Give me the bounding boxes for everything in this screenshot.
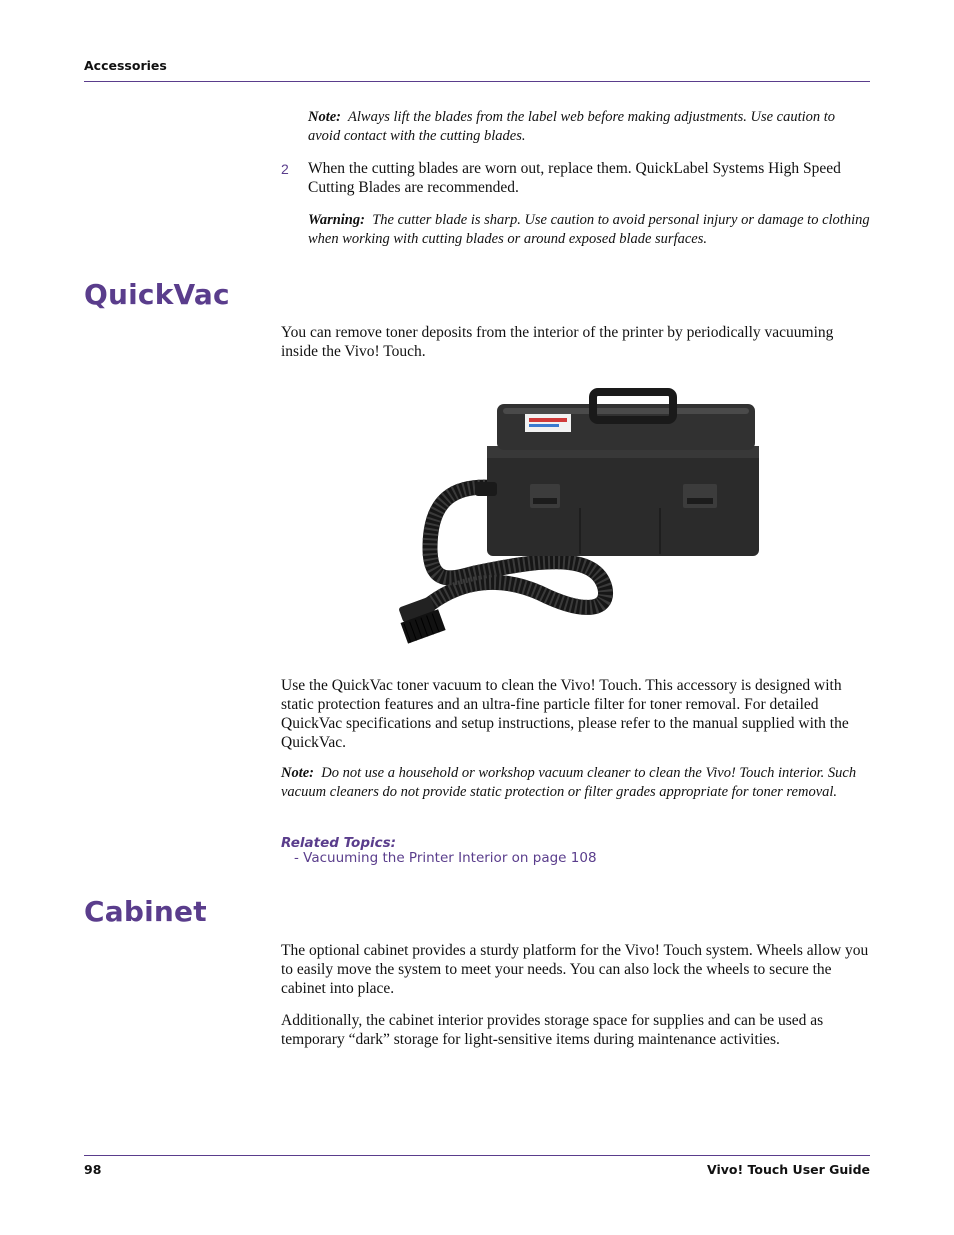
page-number: 98 (84, 1162, 102, 1177)
note-text: Always lift the blades from the label web before making adjustments. Use caution to avoid contact with the cutting blades. (308, 109, 836, 144)
warning-text: The cutter blade is sharp. Use caution to avoid personal injury or damage to clothing when working with cutting blades or around exposed blade surfaces. (308, 212, 870, 247)
note-blade-caution (308, 108, 870, 146)
note-label: Note: (308, 109, 342, 125)
running-header: Accessories (84, 58, 167, 73)
note-household-vacuum (281, 764, 869, 802)
guide-title: Vivo! Touch User Guide (707, 1162, 870, 1177)
section-heading-cabinet: Cabinet (84, 895, 207, 928)
step-number: 2 (281, 161, 289, 177)
footer-rule (84, 1155, 870, 1156)
note-text: Do not use a household or workshop vacuum cleaner to clean the Vivo! Touch interior. Such vacuum cleaners do not provide static protection or filter grades appropriate for toner removal. (281, 765, 857, 800)
warning-label: Warning: (308, 212, 365, 228)
cabinet-para-1: The optional cabinet provides a sturdy platform for the Vivo! Touch system. Wheels allow you to easily move the system to meet your needs. You can also lock the wheels to secure the cabinet into place. (281, 942, 869, 997)
section-heading-quickvac: QuickVac (84, 278, 230, 311)
note-label: Note: (281, 765, 315, 781)
cabinet-para-2: Additionally, the cabinet interior provides storage space for supplies and can be used as temporary “dark” storage for light-sensitive items during maintenance activities. (281, 1012, 824, 1048)
related-link-vacuuming[interactable]: - Vacuuming the Printer Interior on page 108 (294, 850, 597, 866)
quickvac-intro: You can remove toner deposits from the interior of the printer by periodically vacuuming inside the Vivo! Touch. (281, 324, 834, 360)
header-rule (84, 81, 870, 82)
quickvac-description: Use the QuickVac toner vacuum to clean the Vivo! Touch. This accessory is designed with static protection features and an ultra-fine particle filter for toner removal. For detailed QuickVac specifications and setup instructions, please refer to the manual supplied with the QuickVac. (281, 677, 849, 751)
related-topics-title: Related Topics: (281, 835, 397, 851)
step-text: When the cutting blades are worn out, replace them. QuickLabel Systems High Speed Cutting Blades are recommended. (308, 160, 841, 196)
toner-vacuum-photo (365, 388, 765, 658)
warning-blade (308, 211, 870, 249)
